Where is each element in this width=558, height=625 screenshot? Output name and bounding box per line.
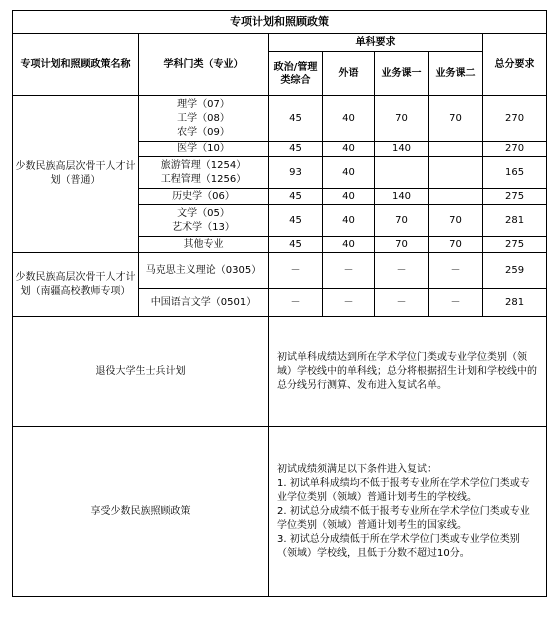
course2-score xyxy=(429,142,483,157)
total-score: 275 xyxy=(483,237,547,253)
subject-cell: 中国语言文学（0501） xyxy=(139,289,269,317)
course1-score: 70 xyxy=(375,205,429,237)
course2-score: － xyxy=(429,289,483,317)
subject-cell: 马克思主义理论（0305） xyxy=(139,253,269,289)
course2-score: 70 xyxy=(429,237,483,253)
total-score: 270 xyxy=(483,96,547,142)
total-score: 259 xyxy=(483,253,547,289)
header-foreign-language: 外语 xyxy=(323,52,375,96)
foreign-score: － xyxy=(323,253,375,289)
foreign-score: 40 xyxy=(323,237,375,253)
table-title: 专项计划和照顾政策 xyxy=(13,11,547,34)
politics-score: 45 xyxy=(269,189,323,205)
total-score: 165 xyxy=(483,157,547,189)
course2-score xyxy=(429,189,483,205)
minority-policy-item: 1. 初试单科成绩均不低于报考专业所在学术学位门类或专业学位类别（领域）普通计划考生的学校线。 xyxy=(277,477,530,503)
subject-cell: 其他专业 xyxy=(139,237,269,253)
politics-score: 93 xyxy=(269,157,323,189)
course1-score: 140 xyxy=(375,189,429,205)
course2-score: 70 xyxy=(429,205,483,237)
veterans-plan-desc: 初试单科成绩达到所在学术学位门类或专业学位类别（领域）学校线中的单科线；总分将根据招生计划和学校线中的总分线另行测算、发布进入复试名单。 xyxy=(269,317,547,427)
foreign-score: － xyxy=(323,289,375,317)
header-course-one: 业务课一 xyxy=(375,52,429,96)
minority-policy-item: 3. 初试总分成绩低于所在学术学位门类或专业学位类别（领域）学校线，且低于分数不超过10分。 xyxy=(277,533,520,559)
foreign-score: 40 xyxy=(323,142,375,157)
header-single-subject: 单科要求 xyxy=(269,34,483,52)
politics-score: 45 xyxy=(269,237,323,253)
subject-cell: 理学（07） 工学（08） 农学（09） xyxy=(139,96,269,142)
course1-score: 70 xyxy=(375,96,429,142)
total-score: 275 xyxy=(483,189,547,205)
minority-policy-intro: 初试成绩须满足以下条件进入复试： xyxy=(277,463,437,475)
course1-score: － xyxy=(375,289,429,317)
politics-score: 45 xyxy=(269,142,323,157)
course2-score: 70 xyxy=(429,96,483,142)
header-subject: 学科门类（专业） xyxy=(139,34,269,96)
politics-score: － xyxy=(269,253,323,289)
header-politics: 政治/管理类综合 xyxy=(269,52,323,96)
total-score: 281 xyxy=(483,205,547,237)
foreign-score: 40 xyxy=(323,205,375,237)
policy-table-sheet xyxy=(12,10,546,597)
header-policy-name: 专项计划和照顾政策名称 xyxy=(13,34,139,96)
minority-policy-item: 2. 初试总分成绩不低于报考专业所在学术学位门类或专业学位类别（领域）普通计划考生的国家线。 xyxy=(277,505,530,531)
course1-score: 70 xyxy=(375,237,429,253)
course1-score xyxy=(375,157,429,189)
total-score: 270 xyxy=(483,142,547,157)
total-score: 281 xyxy=(483,289,547,317)
politics-score: 45 xyxy=(269,205,323,237)
politics-score: 45 xyxy=(269,96,323,142)
veterans-plan-name: 退役大学生士兵计划 xyxy=(13,317,269,427)
subject-cell: 文学（05） 艺术学（13） xyxy=(139,205,269,237)
course2-score xyxy=(429,157,483,189)
group-name-general: 少数民族高层次骨干人才计划（普通） xyxy=(13,96,139,253)
foreign-score: 40 xyxy=(323,96,375,142)
policy-table xyxy=(12,10,547,597)
header-course-two: 业务课二 xyxy=(429,52,483,96)
minority-policy-name: 享受少数民族照顾政策 xyxy=(13,427,269,597)
foreign-score: 40 xyxy=(323,157,375,189)
header-total: 总分要求 xyxy=(483,34,547,96)
subject-cell: 历史学（06） xyxy=(139,189,269,205)
subject-cell: 医学（10） xyxy=(139,142,269,157)
minority-policy-desc xyxy=(269,427,547,597)
foreign-score: 40 xyxy=(323,189,375,205)
course1-score: － xyxy=(375,253,429,289)
subject-cell: 旅游管理（1254） 工程管理（1256） xyxy=(139,157,269,189)
politics-score: － xyxy=(269,289,323,317)
group-name-south-xinjiang: 少数民族高层次骨干人才计划（南疆高校教师专项） xyxy=(13,253,139,317)
course2-score: － xyxy=(429,253,483,289)
course1-score: 140 xyxy=(375,142,429,157)
